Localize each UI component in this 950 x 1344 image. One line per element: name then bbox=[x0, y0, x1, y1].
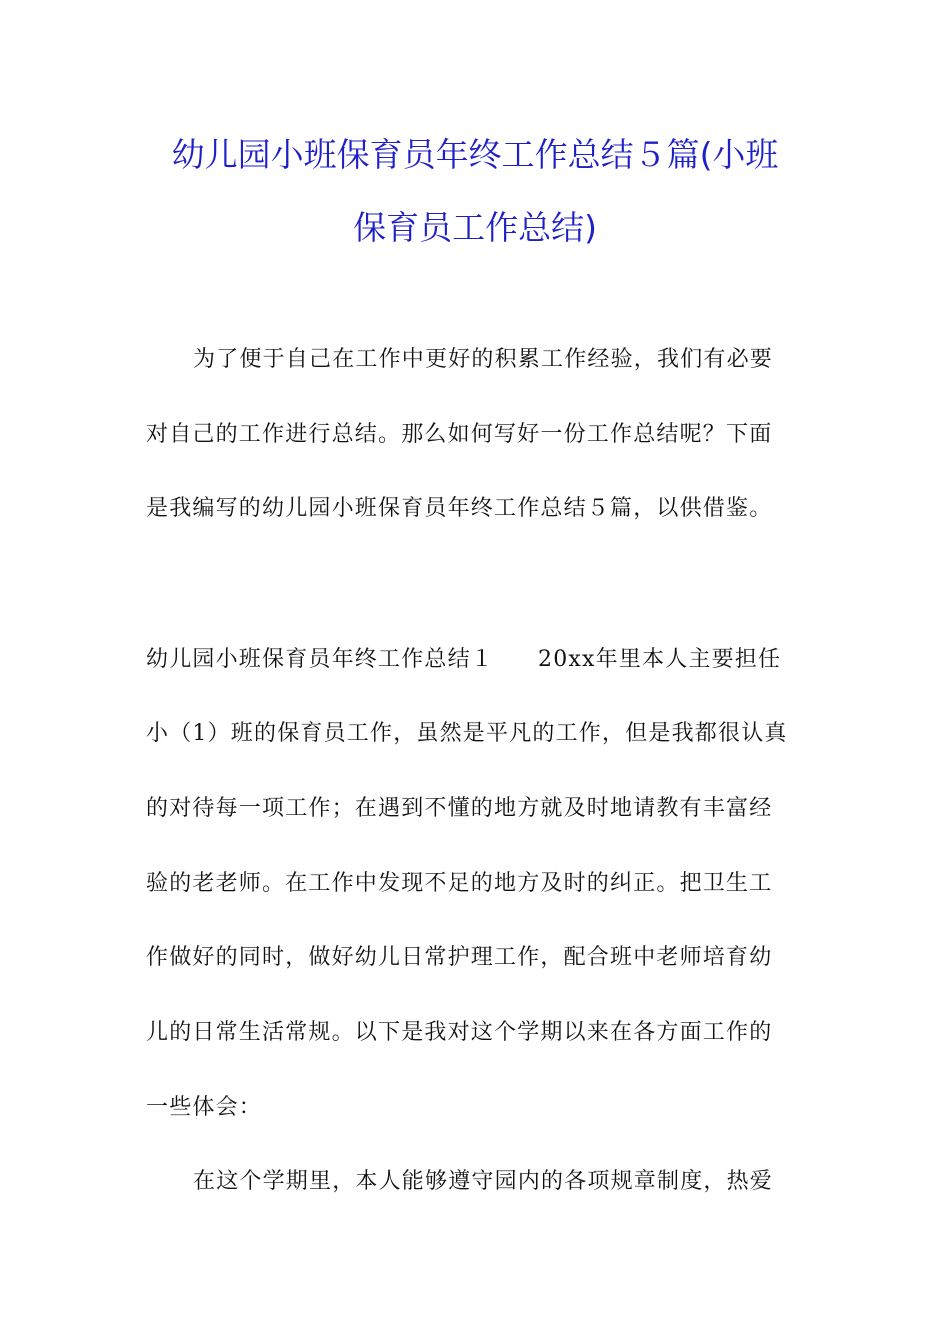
section-1-line-2: 小（1）班的保育员工作，虽然是平凡的工作，但是我都很认真 bbox=[146, 721, 788, 746]
section-1-first-line bbox=[146, 645, 806, 675]
intro-line-2: 对自己的工作进行总结。那么如何写好一份工作总结呢？下面 bbox=[146, 422, 773, 447]
section-1-heading: 幼儿园小班保育员年终工作总结１ bbox=[146, 647, 495, 672]
section-1-line-3: 的对待每一项工作；在遇到不懂的地方就及时地请教有丰富经 bbox=[146, 796, 773, 821]
section-1-line-6: 儿的日常生活常规。以下是我对这个学期以来在各方面工作的 bbox=[146, 1020, 773, 1045]
document-title-line-2: 保育员工作总结) bbox=[353, 208, 597, 247]
section-1-line-5: 作做好的同时，做好幼儿日常护理工作，配合班中老师培育幼 bbox=[146, 945, 773, 970]
intro-line-3: 是我编写的幼儿园小班保育员年终工作总结５篇，以供借鉴。 bbox=[146, 496, 773, 521]
paragraph-2-line-1: 在这个学期里，本人能够遵守园内的各项规章制度，热爱 bbox=[193, 1169, 774, 1194]
section-1-line-4: 验的老老师。在工作中发现不足的地方及时的纠正。把卫生工 bbox=[146, 871, 773, 896]
document-title-line-1: 幼儿园小班保育员年终工作总结５篇(小班 bbox=[171, 135, 779, 174]
section-1-first-line-text: 20xx年里本人主要担任 bbox=[538, 647, 782, 672]
intro-line-1: 为了便于自己在工作中更好的积累工作经验，我们有必要 bbox=[193, 347, 774, 372]
section-1-line-7: 一些体会： bbox=[146, 1095, 263, 1120]
